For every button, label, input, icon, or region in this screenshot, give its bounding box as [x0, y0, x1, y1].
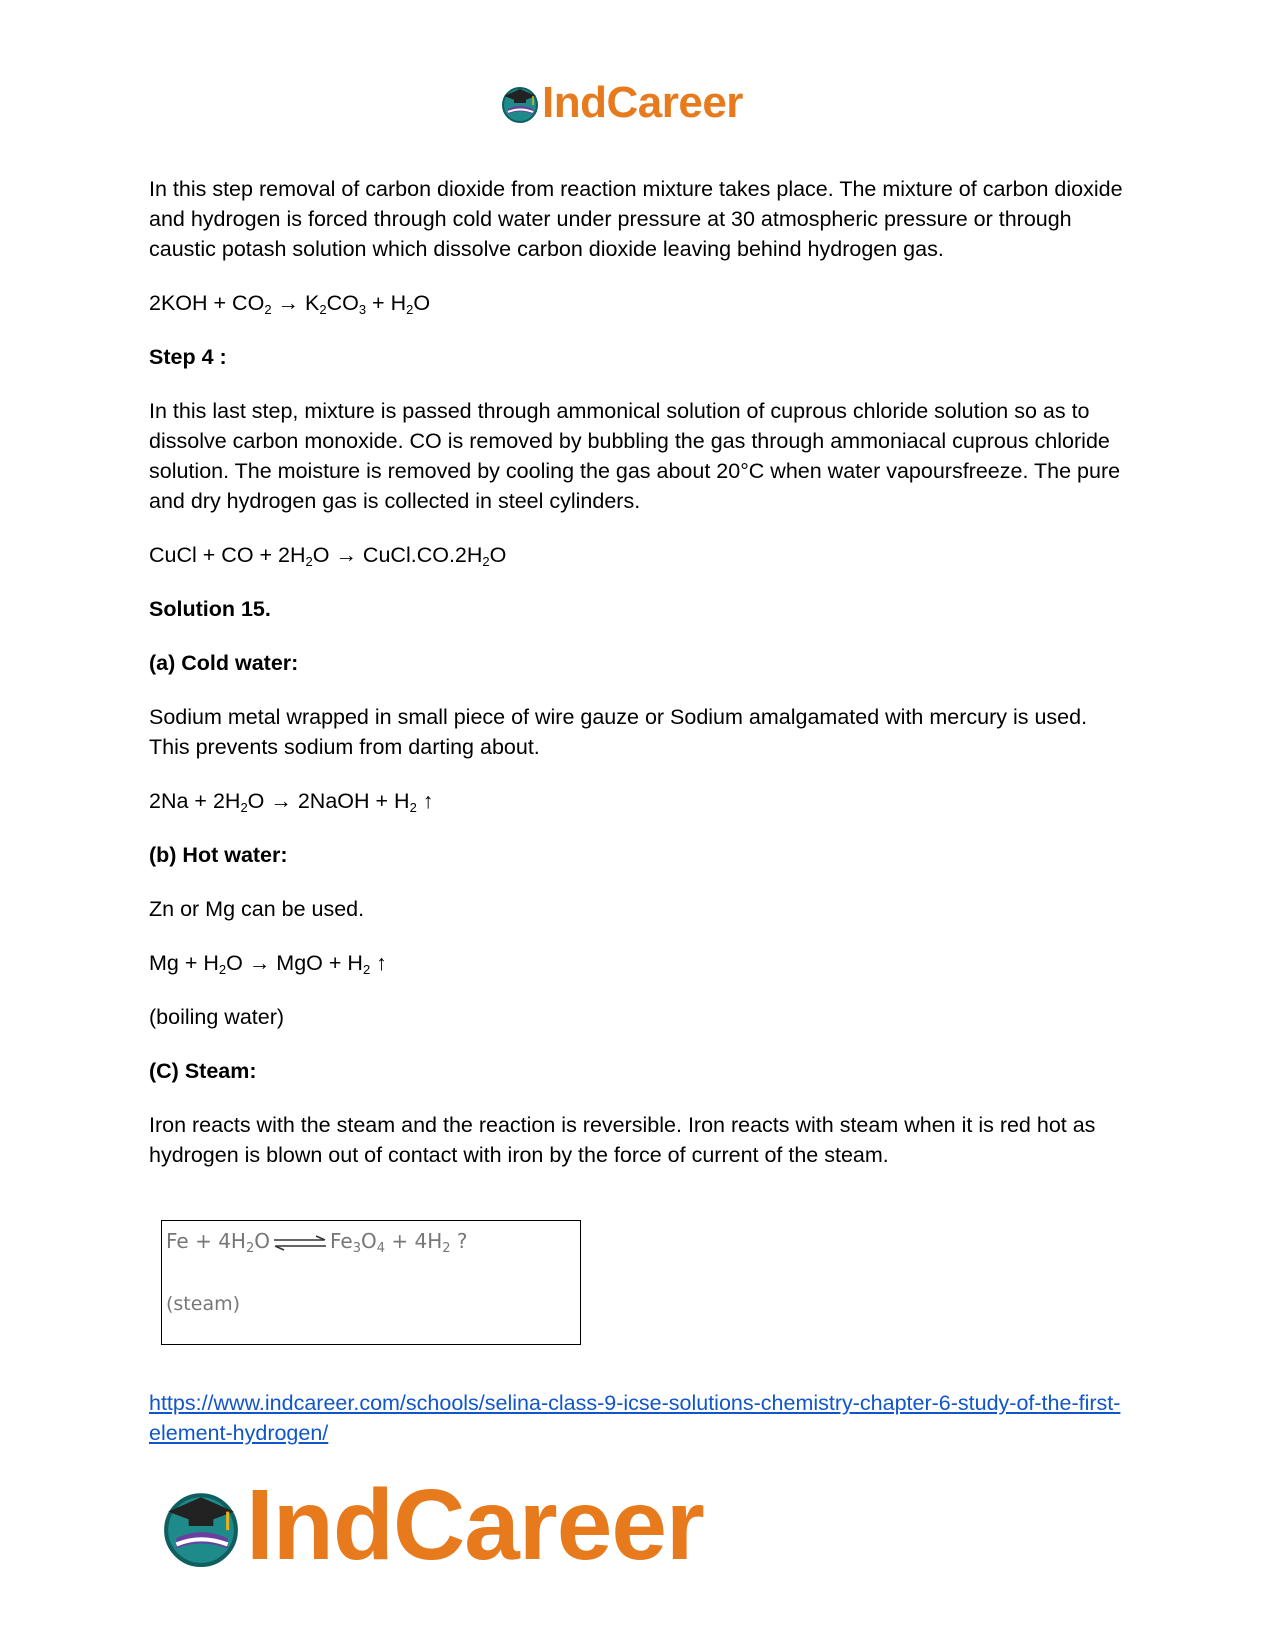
paragraph-co-removal: In this last step, mixture is passed through ammonical solution of cuprous chloride solution so as to dissolve carbon monoxide. CO is removed by bubbling the gas through ammoniacal cuprous chloride solution. The moisture is removed by cooling the gas about 20°C when water vapoursfreeze. The pure and dry hydrogen gas is collected in steel cylinders. [149, 399, 1121, 513]
hot-water-heading: (b) Hot water: [149, 843, 288, 867]
steam-heading: (C) Steam: [149, 1059, 257, 1083]
step4-heading: Step 4 : [149, 345, 227, 369]
footer-logo [160, 1468, 704, 1583]
paragraph-co2-removal: In this step removal of carbon dioxide from reaction mixture takes place. The mixture of carbon dioxide and hydrogen is forced through cold water under pressure at 30 atmospheric pressure or through caustic potash solution which dissolve carbon dioxide leaving behind hydrogen gas. [149, 177, 1123, 261]
reversible-arrows-icon [272, 1235, 328, 1251]
source-link[interactable]: https://www.indcareer.com/schools/selina-class-9-icse-solutions-chemistry-chapter-6-study-of-the-first-element-hydrogen/ [149, 1391, 1121, 1445]
equation-sodium: $2Na + 2H_2O$ → 2NaOH + $H_2$ ↑ [149, 789, 434, 815]
cold-water-heading: (a) Cold water: [149, 651, 299, 675]
steam-note: (steam) [166, 1293, 241, 1315]
graduation-cap-globe-icon [500, 83, 540, 123]
logo-text: IndCareer [542, 78, 743, 127]
document-body [149, 174, 1129, 1170]
equation-iron-steam: $Fe + 4H_2O$ $Fe_3O_4 + 4H_2$ ? [166, 1229, 468, 1256]
paragraph-sodium: Sodium metal wrapped in small piece of wire gauze or Sodium amalgamated with mercury is used. This prevents sodium from darting about. [149, 705, 1088, 759]
paragraph-iron-steam: Iron reacts with the steam and the reaction is reversible. Iron reacts with steam when it is red hot as hydrogen is blown out of contact with iron by the force of current of the steam. [149, 1113, 1096, 1167]
graduation-cap-globe-icon [160, 1485, 242, 1567]
equation-image-box [161, 1220, 581, 1345]
solution-heading: Solution 15. [149, 597, 271, 621]
paragraph-zn-mg: Zn or Mg can be used. [149, 897, 365, 921]
equation-koh: $2KOH + CO_2 \to K_2CO_3 + H_2O$ [149, 291, 431, 317]
equation-magnesium: $Mg + H_2O$ → MgO + $H_2$ ↑ [149, 951, 387, 977]
equation-cucl: CuCl + CO + $2H_2O$ → $CuCl.CO.2H_2O$ [149, 543, 507, 569]
boiling-water-note: (boiling water) [149, 1005, 285, 1029]
logo-text: IndCareer [246, 1469, 704, 1581]
header-logo [500, 78, 743, 128]
